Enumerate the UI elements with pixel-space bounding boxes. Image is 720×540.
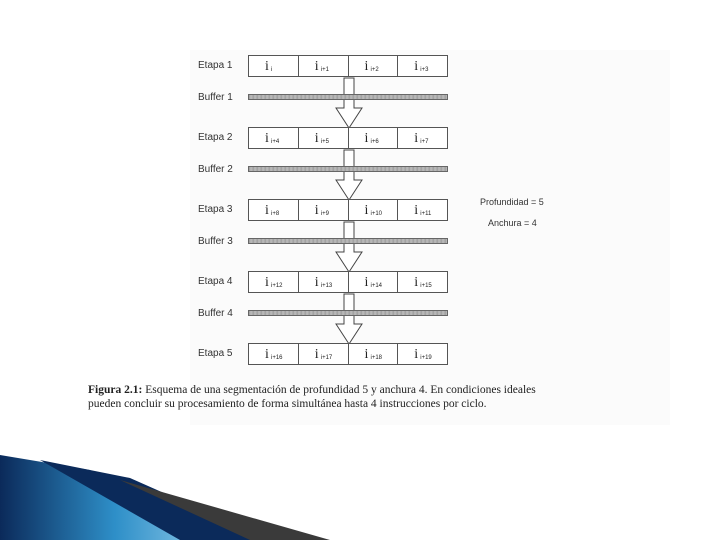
down-arrow-2 (336, 150, 362, 200)
instr-sub: i+5 (320, 139, 329, 145)
buffer-bar-1 (248, 94, 448, 100)
buffer-label-2: Buffer 2 (198, 164, 233, 175)
instruction-cell (398, 128, 447, 148)
stage-label-5: Etapa 5 (198, 348, 233, 359)
instruction-cell (299, 56, 349, 76)
instr-sub: i+6 (370, 139, 379, 145)
stage-row-1 (248, 55, 448, 77)
pipeline-figure (88, 50, 670, 425)
stage-label-2: Etapa 2 (198, 132, 233, 143)
caption-text: Esquema de una segmentación de profundidad 5 y anchura 4. En condiciones ideales pueden concluir su procesamiento de forma simultánea hasta 4 instrucciones por ciclo. (88, 384, 536, 410)
down-arrow-1 (336, 78, 362, 128)
instr-base: i (414, 203, 419, 218)
instr-base: i (364, 203, 369, 218)
instr-base: i (265, 203, 269, 218)
instruction-cell (398, 200, 447, 220)
instr-sub: i+14 (370, 283, 383, 289)
instr-base: i (265, 275, 269, 290)
stage-label-3: Etapa 3 (198, 204, 233, 215)
instr-sub: i+17 (320, 355, 333, 361)
stage-row-4 (248, 271, 448, 293)
buffer-bar-4 (248, 310, 448, 316)
instr-base: i (314, 275, 319, 290)
instruction-cell (249, 128, 299, 148)
instr-base: i (314, 347, 319, 362)
depth-note: Profundidad = 5 (480, 197, 544, 207)
instruction-cell (249, 56, 299, 76)
instr-sub: i+4 (271, 139, 280, 145)
stage-row-2 (248, 127, 448, 149)
down-arrow-3 (336, 222, 362, 272)
instr-sub: i+7 (420, 139, 429, 145)
instr-base: i (265, 131, 269, 146)
instr-base: i (314, 59, 319, 74)
caption-label: Figura 2.1: (88, 384, 143, 396)
instr-sub: i+9 (320, 211, 329, 217)
buffer-label-4: Buffer 4 (198, 308, 233, 319)
stage-row-3 (248, 199, 448, 221)
stage-label-1: Etapa 1 (198, 60, 233, 71)
buffer-bar-3 (248, 238, 448, 244)
instr-base: i (364, 131, 369, 146)
instr-base: i (265, 59, 269, 74)
instruction-cell (349, 56, 399, 76)
width-note: Anchura = 4 (488, 218, 537, 228)
instr-base: i (314, 131, 319, 146)
instr-base: i (414, 59, 419, 74)
instr-sub: i+15 (420, 283, 432, 289)
instr-sub: i+16 (271, 355, 283, 361)
stage-label-4: Etapa 4 (198, 276, 233, 287)
instr-base: i (414, 347, 419, 362)
instr-sub: i+3 (420, 67, 429, 73)
instr-sub: i+12 (271, 283, 283, 289)
instruction-cell (299, 344, 349, 364)
down-arrow-4 (336, 294, 362, 344)
instr-base: i (314, 203, 319, 218)
instr-base: i (364, 347, 369, 362)
instr-base: i (414, 131, 419, 146)
instr-sub: i+1 (320, 67, 329, 73)
buffer-label-3: Buffer 3 (198, 236, 233, 247)
instruction-cell (299, 200, 349, 220)
instr-base: i (364, 275, 369, 290)
instr-sub: i+13 (320, 283, 333, 289)
instruction-cell (249, 344, 299, 364)
instr-sub: i+18 (370, 355, 383, 361)
instruction-cell (398, 344, 447, 364)
instr-sub: i (271, 67, 273, 73)
instr-sub: i+8 (271, 211, 280, 217)
figure-caption (88, 383, 558, 411)
instr-sub: i+19 (420, 355, 432, 361)
buffer-bar-2 (248, 166, 448, 172)
instr-sub: i+10 (370, 211, 383, 217)
instr-sub: i+2 (370, 67, 379, 73)
instruction-cell (249, 200, 299, 220)
instruction-cell (249, 272, 299, 292)
instruction-cell (398, 272, 447, 292)
instr-base: i (364, 59, 369, 74)
instruction-cell (299, 128, 349, 148)
instr-base: i (414, 275, 419, 290)
stage-row-5 (248, 343, 448, 365)
buffer-label-1: Buffer 1 (198, 92, 233, 103)
instruction-cell (398, 56, 447, 76)
instruction-cell (349, 344, 399, 364)
instruction-cell (299, 272, 349, 292)
instruction-cell (349, 272, 399, 292)
instr-sub: i+11 (420, 211, 432, 217)
instr-base: i (265, 347, 269, 362)
instruction-cell (349, 200, 399, 220)
instruction-cell (349, 128, 399, 148)
